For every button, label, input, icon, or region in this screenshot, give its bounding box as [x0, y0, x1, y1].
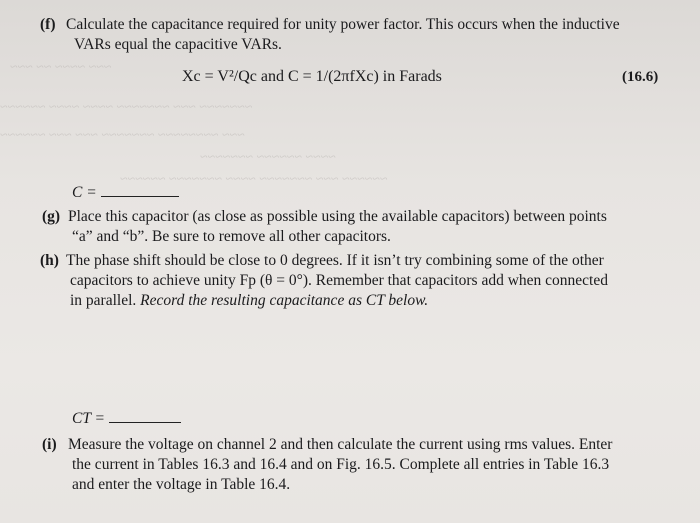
item-h-line3-italic: Record the resulting capacitance as CT below. [140, 292, 429, 309]
bleed-through-text: ~~~~ ~~~~~~ ~~~~~~~ [200, 150, 336, 165]
bleed-through-text: ~~~ ~~~~ ~~ ~~~ [10, 60, 112, 75]
item-f-label: (f) [40, 16, 56, 33]
bleed-through-text: ~~~~~~ ~~~ ~~~~~~~ ~~~~ ~~~~~~~ ~~~~~~ [120, 172, 388, 187]
item-h-line1 [40, 252, 604, 270]
capacitance-answer [72, 184, 179, 202]
item-i-text: Measure the voltage on channel 2 and then calculate the current using rms values. Enter [68, 436, 613, 453]
total-capacitance-label: CT = [72, 410, 106, 427]
formula-16-6: Xc = V²/Qc and C = 1/(2πfXc) in Farads [182, 68, 442, 85]
item-g-label: (g) [42, 208, 61, 225]
item-f-line2: VARs equal the capacitive VARs. [74, 36, 282, 53]
item-f-line1 [40, 16, 620, 34]
item-h-line2: capacitors to achieve unity Fp (θ = 0°). Remember that capacitors add when connected [70, 272, 608, 289]
total-capacitance-answer [72, 410, 181, 428]
item-i-line3: and enter the voltage in Table 16.4. [72, 476, 291, 493]
equation-number: (16.6) [622, 69, 659, 85]
item-h-text: The phase shift should be close to 0 degrees. If it isn’t try combining some of the other [66, 252, 604, 269]
item-g-line1 [42, 208, 607, 226]
item-g-text: Place this capacitor (as close as possible using the available capacitors) between points [68, 208, 607, 225]
item-i-line2: the current in Tables 16.3 and 16.4 and on Fig. 16.5. Complete all entries in Table 16.3 [72, 456, 610, 473]
item-h-line3-text: in parallel. [70, 292, 141, 309]
item-i-label: (i) [42, 436, 57, 453]
total-capacitance-blank[interactable] [109, 422, 181, 423]
bleed-through-text: ~~~~~~~ ~~~ ~~~~~~~ ~~~~ ~~~~ ~~~~~~ [0, 100, 253, 115]
item-h-line3 [70, 292, 428, 310]
capacitance-answer-blank[interactable] [101, 196, 179, 197]
item-h-label: (h) [40, 252, 59, 269]
capacitance-answer-label: C = [72, 184, 97, 201]
item-f-text: Calculate the capacitance required for unity power factor. This occurs when the inductive [66, 16, 620, 33]
item-i-line1 [42, 436, 612, 454]
item-g-line2: “a” and “b”. Be sure to remove all other capacitors. [72, 228, 391, 245]
bleed-through-text: ~~~ ~~~~~~~~ ~~~~~~~ ~~~ ~~~ ~~~~~~ [0, 128, 245, 143]
